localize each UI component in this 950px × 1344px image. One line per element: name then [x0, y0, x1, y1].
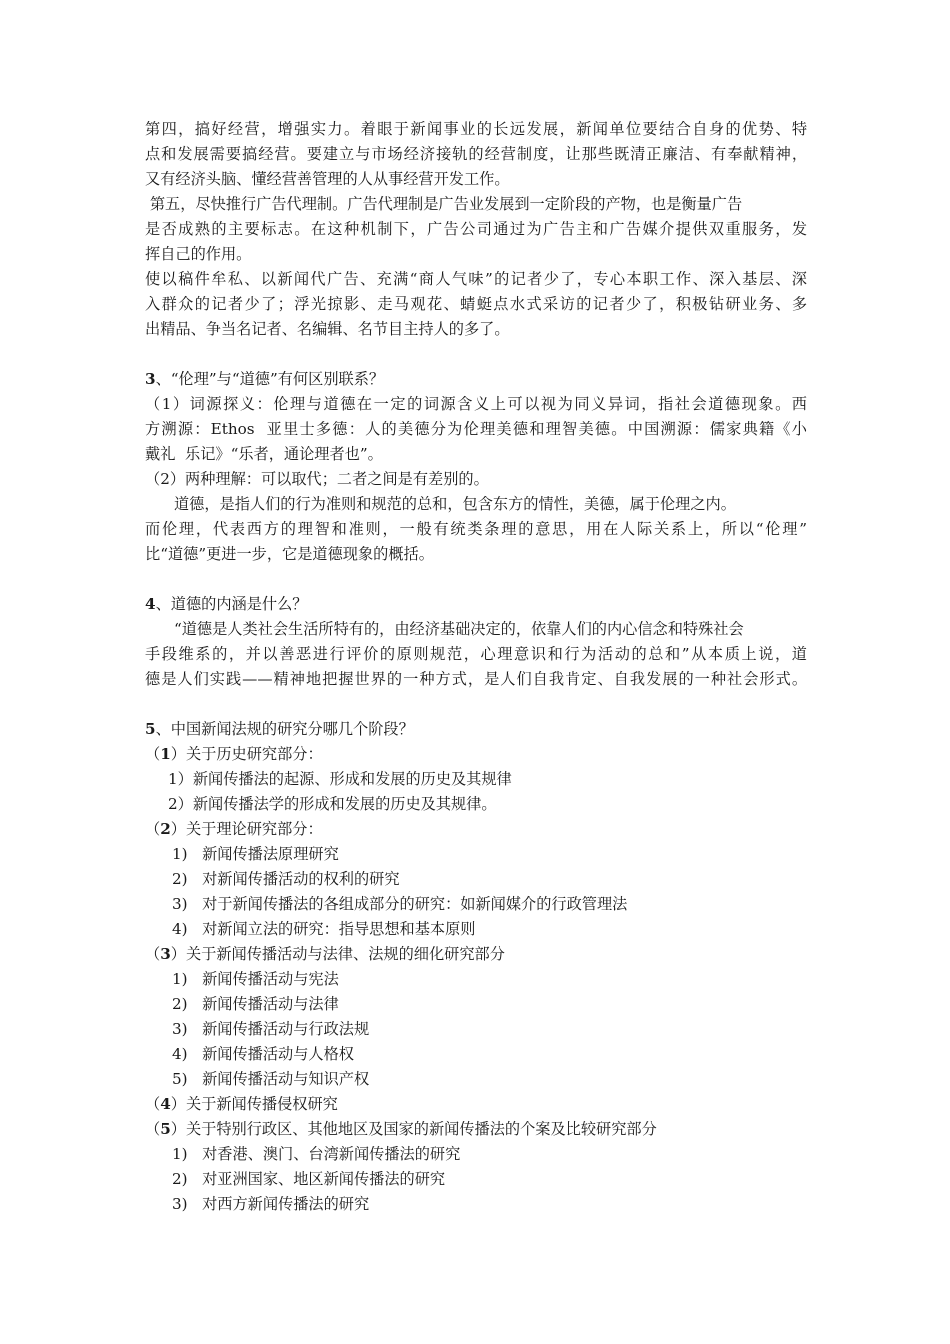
paragraph-line: 比“道德”更进一步，它是道德现象的概括。: [145, 545, 434, 563]
question-number: 4: [145, 595, 156, 613]
list-item: 2）新闻传播法学的形成和发展的历史及其规律。: [168, 795, 497, 813]
subsection-label: ）关于新闻传播侵权研究: [170, 1095, 338, 1113]
subsection-label: ）关于新闻传播活动与法律、法规的细化研究部分: [170, 945, 505, 963]
paragraph-line: 入群众的记者少了；浮光掠影、走马观花、蜻蜓点水式采访的记者少了，积极钻研业务、多: [145, 295, 807, 313]
paragraph-line: （2）两种理解：可以取代；二者之间是有差别的。: [145, 470, 489, 488]
list-item: 3) 新闻传播活动与行政法规: [172, 1020, 370, 1038]
paragraph-line: 方溯源：Ethos 亚里士多德：人的美德分为伦理美德和理智美德。中国溯源：儒家典籍《小: [145, 420, 807, 438]
list-item: 1) 新闻传播活动与宪法: [172, 970, 339, 988]
paragraph-line: 第四，搞好经营，增强实力。着眼于新闻事业的长远发展，新闻单位要结合自身的优势、特: [145, 120, 807, 138]
list-item: 1）新闻传播法的起源、形成和发展的历史及其规律: [168, 770, 512, 788]
subsection-heading: （3）关于新闻传播活动与法律、法规的细化研究部分: [145, 945, 505, 963]
question-number: 3: [145, 370, 156, 388]
paragraph-line: （1）词源探义：伦理与道德在一定的词源含义上可以视为同义异词，指社会道德现象。西: [145, 395, 807, 413]
paragraph-line: 点和发展需要搞经营。要建立与市场经济接轨的经营制度，让那些既清正廉洁、有奉献精神，: [145, 145, 807, 163]
subsection-number: 3: [160, 945, 171, 963]
list-item: 2) 对新闻传播活动的权利的研究: [172, 870, 400, 888]
paragraph-line: 手段维系的，并以善恶进行评价的原则规范，心理意识和行为活动的总和”从本质上说，道: [145, 645, 807, 663]
list-item: 1) 对香港、澳门、台湾新闻传播法的研究: [172, 1145, 461, 1163]
list-item: 3) 对西方新闻传播法的研究: [172, 1195, 370, 1213]
paragraph-line: 德是人们实践——精神地把握世界的一种方式，是人们自我肯定、自我发展的一种社会形式。: [145, 670, 807, 688]
paragraph-line: 是否成熟的主要标志。在这种机制下，广告公司通过为广告主和广告媒介提供双重服务，发: [145, 220, 807, 238]
subsection-number: 4: [160, 1095, 171, 1113]
paragraph-line: 使以稿件牟私、以新闻代广告、充满“商人气味”的记者少了，专心本职工作、深入基层、深: [145, 270, 807, 288]
paragraph-line: “道德是人类社会生活所特有的，由经济基础决定的，依靠人们的内心信念和特殊社会: [145, 620, 744, 638]
question-title: 、道德的内涵是什么？: [155, 595, 308, 613]
subsection-heading: （2）关于理论研究部分：: [145, 820, 323, 838]
list-item: 2) 对亚洲国家、地区新闻传播法的研究: [172, 1170, 446, 1188]
subsection-label: ）关于特别行政区、其他地区及国家的新闻传播法的个案及比较研究部分: [170, 1120, 657, 1138]
subsection-heading: （1）关于历史研究部分：: [145, 745, 323, 763]
subsection-number: 5: [160, 1120, 171, 1138]
question-heading: [145, 594, 307, 614]
subsection-number: 2: [160, 820, 171, 838]
paragraph-line: 出精品、争当名记者、名编辑、名节目主持人的多了。: [145, 320, 510, 338]
paragraph-line: 第五，尽快推行广告代理制。广告代理制是广告业发展到一定阶段的产物，也是衡量广告: [145, 195, 743, 213]
paragraph-line: 道德，是指人们的行为准则和规范的总和，包含东方的情性，美德，属于伦理之内。: [145, 495, 736, 513]
subsection-number: 1: [160, 745, 171, 763]
subsection-heading: （5）关于特别行政区、其他地区及国家的新闻传播法的个案及比较研究部分: [145, 1120, 657, 1138]
question-heading: [145, 369, 384, 389]
paragraph-line: 戴礼 乐记》“乐者，通论理者也”。: [145, 445, 383, 463]
paragraph-line: 挥自己的作用。: [145, 245, 252, 263]
list-item: 4) 新闻传播活动与人格权: [172, 1045, 354, 1063]
list-item: 3) 对于新闻传播法的各组成部分的研究：如新闻媒介的行政管理法: [172, 895, 628, 913]
paragraph-line: 而伦理，代表西方的理智和准则，一般有统类条理的意思，用在人际关系上，所以“伦理”: [145, 520, 807, 538]
list-item: 5) 新闻传播活动与知识产权: [172, 1070, 370, 1088]
question-heading: [145, 719, 414, 739]
list-item: 2) 新闻传播活动与法律: [172, 995, 339, 1013]
question-title: 、“伦理”与“道德”有何区别联系？: [155, 370, 385, 388]
list-item: 4) 对新闻立法的研究：指导思想和基本原则: [172, 920, 476, 938]
subsection-label: ）关于理论研究部分：: [170, 820, 323, 838]
question-title: 、中国新闻法规的研究分哪几个阶段？: [155, 720, 414, 738]
subsection-label: ）关于历史研究部分：: [170, 745, 323, 763]
question-number: 5: [145, 720, 156, 738]
paragraph-line: 又有经济头脑、懂经营善管理的人从事经营开发工作。: [145, 170, 510, 188]
list-item: 1) 新闻传播法原理研究: [172, 845, 339, 863]
subsection-heading: （4）关于新闻传播侵权研究: [145, 1095, 338, 1113]
